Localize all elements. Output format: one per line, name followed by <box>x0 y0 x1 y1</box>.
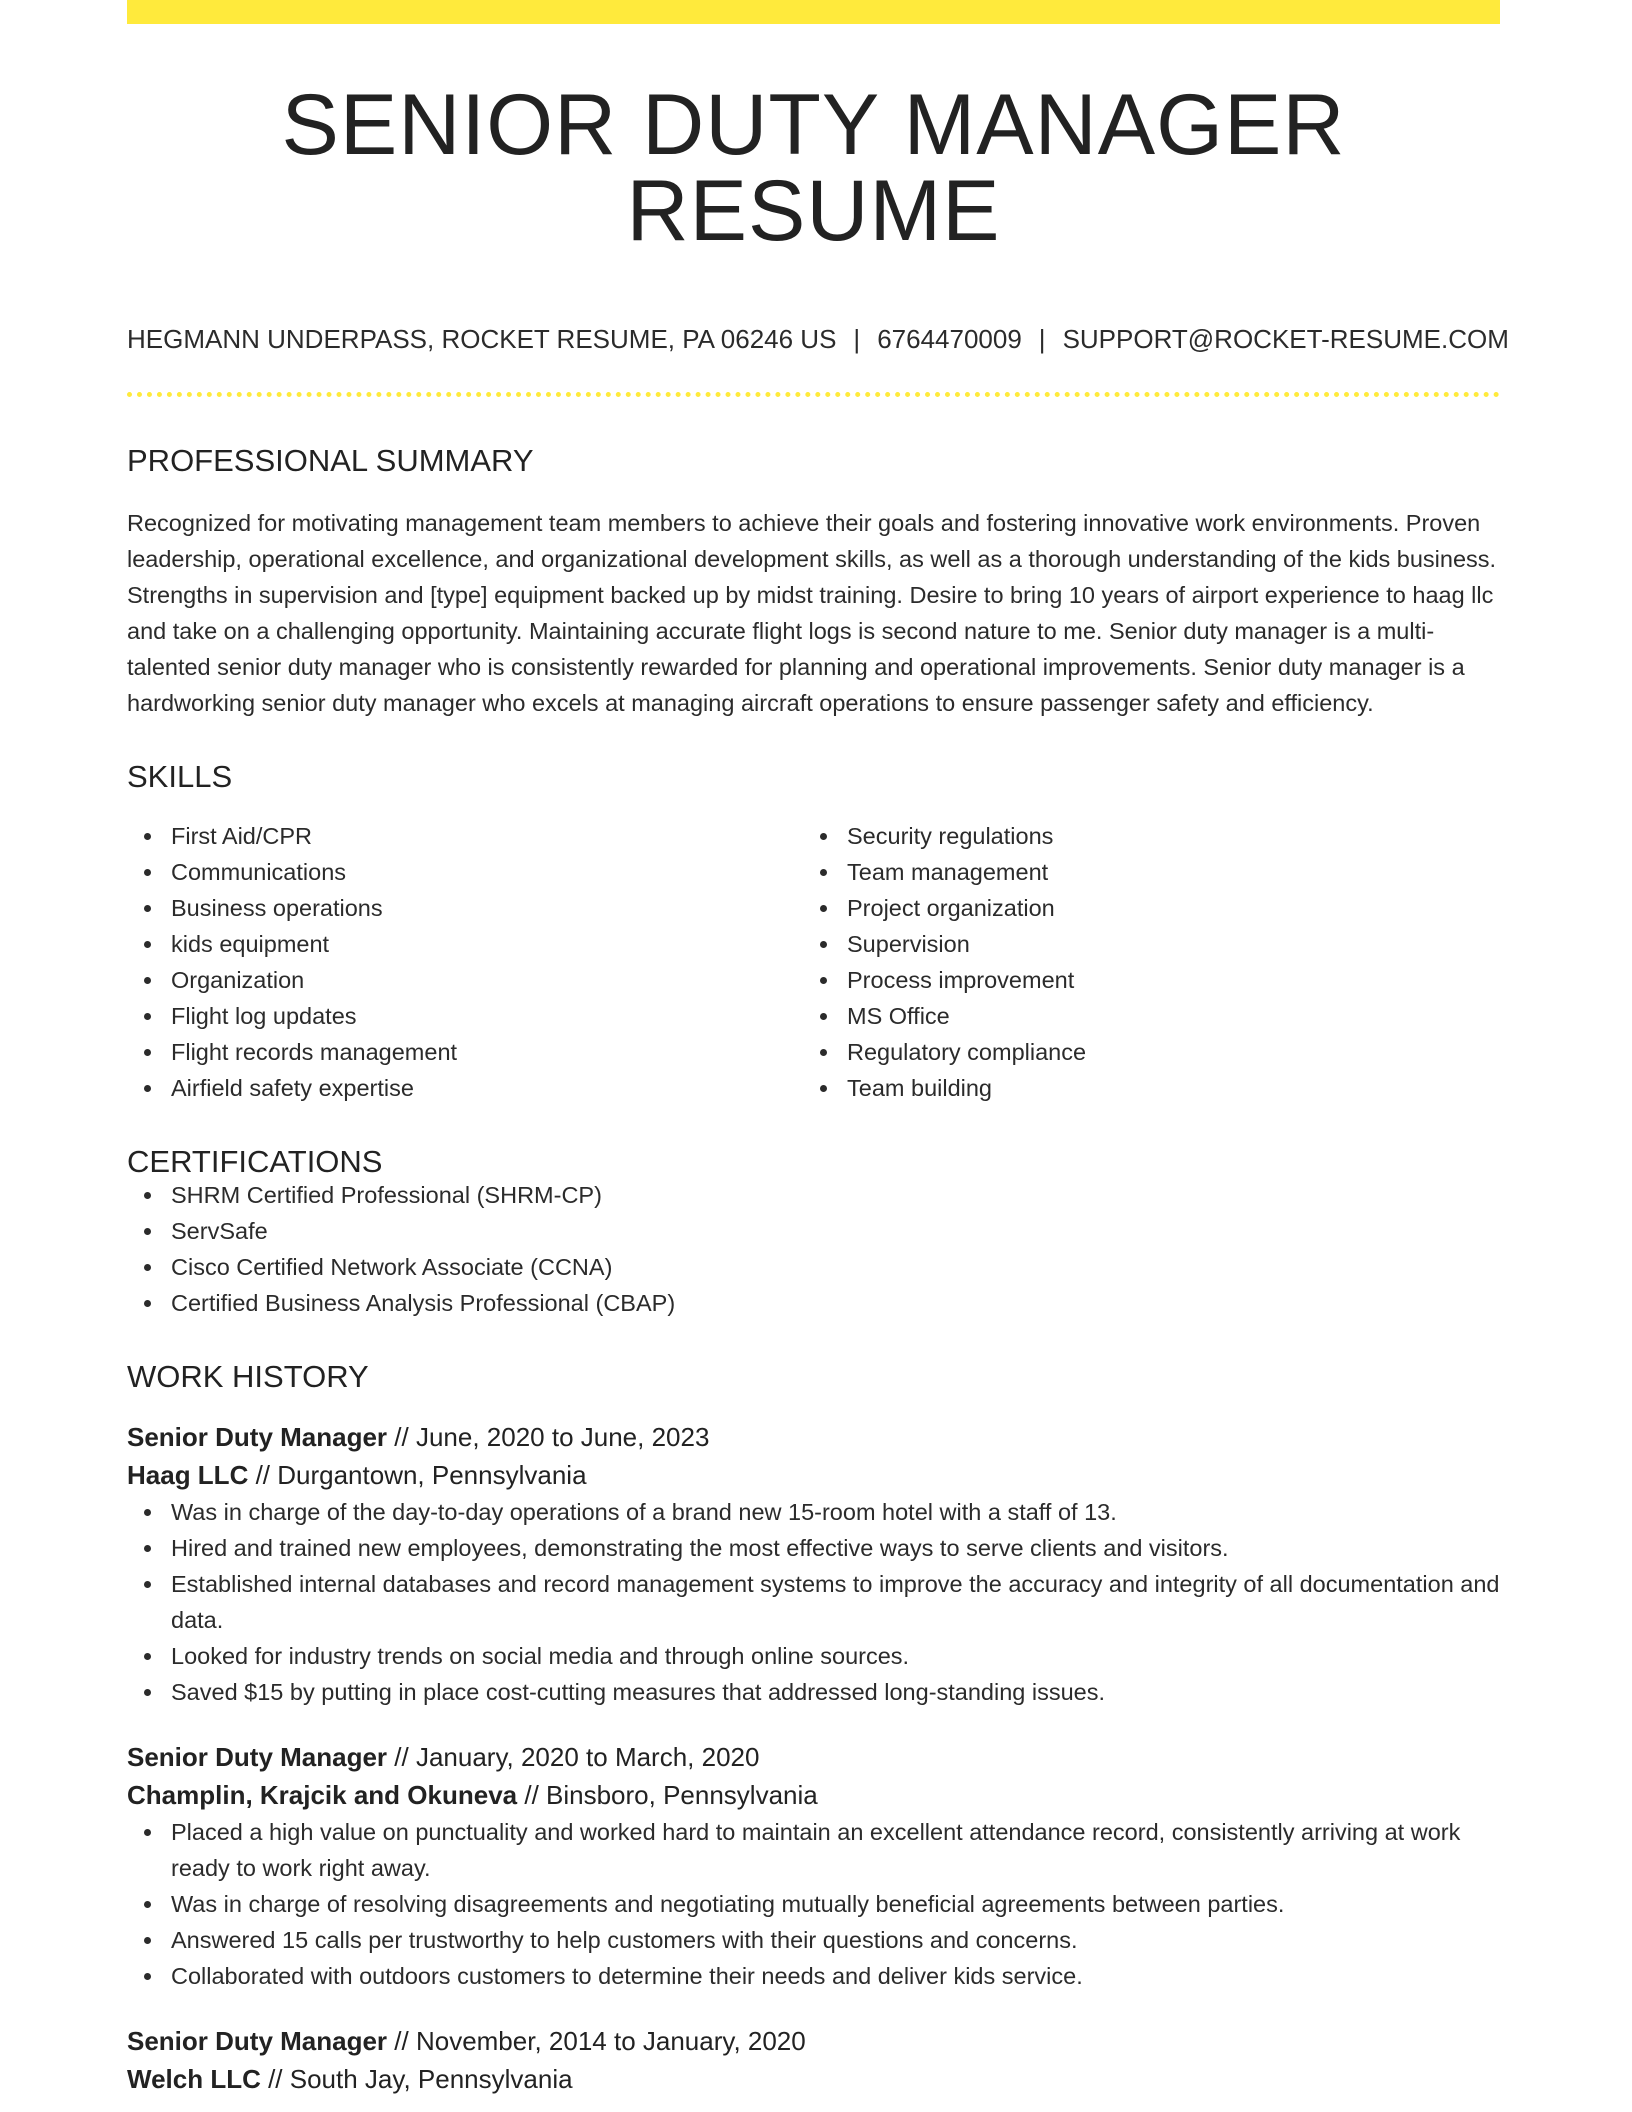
job-entry <box>127 1738 1500 1994</box>
job-company-line <box>127 1776 1500 1814</box>
job-bullets <box>127 1494 1500 1710</box>
certifications-list <box>127 1177 1500 1321</box>
job-role-line <box>127 2022 1500 2060</box>
contact-line <box>127 324 1509 354</box>
work-history-heading: WORK HISTORY <box>127 1359 369 1394</box>
dotted-divider <box>127 392 1500 397</box>
skill-item: MS Office <box>803 998 1479 1034</box>
skill-item: Supervision <box>803 926 1479 962</box>
job-role-line <box>127 1738 1500 1776</box>
job-location: // Durgantown, Pennsylvania <box>248 1460 587 1490</box>
skill-item: Team building <box>803 1070 1479 1106</box>
contact-email[interactable]: SUPPORT@ROCKET-RESUME.COM <box>1062 324 1509 354</box>
job-entry <box>127 1418 1500 1710</box>
certifications-heading: CERTIFICATIONS <box>127 1144 383 1179</box>
skills-column-left <box>127 818 803 1106</box>
top-accent-bar <box>127 0 1500 24</box>
job-location: // Binsboro, Pennsylvania <box>517 1780 818 1810</box>
job-bullet: Saved $15 by putting in place cost-cutting measures that addressed long-standing issues. <box>127 1674 1500 1710</box>
job-company: Haag LLC <box>127 1460 249 1490</box>
skill-item: Process improvement <box>803 962 1479 998</box>
skill-item: Project organization <box>803 890 1479 926</box>
certification-item: Cisco Certified Network Associate (CCNA) <box>127 1249 1500 1285</box>
resume-page <box>127 0 1509 2098</box>
job-bullet: Established internal databases and record management systems to improve the accuracy and integrity of all documentation and data. <box>127 1566 1500 1638</box>
job-company-line <box>127 2060 1500 2098</box>
job-bullet: Looked for industry trends on social media and through online sources. <box>127 1638 1500 1674</box>
skill-item: Communications <box>127 854 803 890</box>
skill-item: kids equipment <box>127 926 803 962</box>
job-role: Senior Duty Manager <box>127 1422 388 1452</box>
skills-list-left <box>127 818 803 1106</box>
skills-column-right <box>803 818 1479 1106</box>
job-company-line <box>127 1456 1500 1494</box>
skill-item: Team management <box>803 854 1479 890</box>
job-location: // South Jay, Pennsylvania <box>260 2064 573 2094</box>
job-entry <box>127 2022 1500 2098</box>
job-company: Champlin, Krajcik and Okuneva <box>127 1780 518 1810</box>
job-role: Senior Duty Manager <box>127 2026 388 2056</box>
skill-item: Regulatory compliance <box>803 1034 1479 1070</box>
skill-item: Flight log updates <box>127 998 803 1034</box>
job-company: Welch LLC <box>127 2064 261 2094</box>
contact-address: HEGMANN UNDERPASS, ROCKET RESUME, PA 06246 US <box>127 324 837 354</box>
skill-item: Organization <box>127 962 803 998</box>
job-bullet: Collaborated with outdoors customers to determine their needs and deliver kids service. <box>127 1958 1500 1994</box>
job-role-line <box>127 1418 1500 1456</box>
job-dates: // November, 2014 to January, 2020 <box>387 2026 806 2056</box>
contact-separator: | <box>1038 324 1046 354</box>
resume-title: SENIOR DUTY MANAGER RESUME <box>281 77 1346 259</box>
job-bullet: Was in charge of resolving disagreements and negotiating mutually beneficial agreements between parties. <box>127 1886 1500 1922</box>
job-bullet: Placed a high value on punctuality and worked hard to maintain an excellent attendance record, consistently arriving at work ready to work right away. <box>127 1814 1500 1886</box>
job-dates: // January, 2020 to March, 2020 <box>387 1742 760 1772</box>
skills-list-right <box>803 818 1479 1106</box>
skills-heading: SKILLS <box>127 759 233 794</box>
job-bullet: Answered 15 calls per trustworthy to help customers with their questions and concerns. <box>127 1922 1500 1958</box>
job-bullets <box>127 1814 1500 1994</box>
certification-item: ServSafe <box>127 1213 1500 1249</box>
contact-separator: | <box>853 324 861 354</box>
skill-item: Airfield safety expertise <box>127 1070 803 1106</box>
certification-item: Certified Business Analysis Professional (CBAP) <box>127 1285 1500 1321</box>
contact-phone[interactable]: 6764470009 <box>877 324 1022 354</box>
summary-text: Recognized for motivating management team members to achieve their goals and fostering innovative work environments. Proven leadership, operational excellence, and organizational development skills, as well as a thorough understanding of the kids business. Strengths in supervision and [type] equipment backed up by midst training. Desire to bring 10 years of airport experience to haag llc and take on a challenging opportunity. Maintaining accurate flight logs is second nature to me. Senior duty manager is a multi-talented senior duty manager who is consistently rewarded for planning and operational improvements. Senior duty manager is a hardworking senior duty manager who excels at managing aircraft operations to ensure passenger safety and efficiency. <box>127 510 1497 716</box>
certification-item: SHRM Certified Professional (SHRM-CP) <box>127 1177 1500 1213</box>
skill-item: First Aid/CPR <box>127 818 803 854</box>
skill-item: Security regulations <box>803 818 1479 854</box>
skills-columns <box>127 818 1500 1106</box>
summary-heading: PROFESSIONAL SUMMARY <box>127 443 534 478</box>
skill-item: Flight records management <box>127 1034 803 1070</box>
job-role: Senior Duty Manager <box>127 1742 388 1772</box>
job-bullet: Was in charge of the day-to-day operations of a brand new 15-room hotel with a staff of 13. <box>127 1494 1500 1530</box>
job-bullet: Hired and trained new employees, demonstrating the most effective ways to serve clients and visitors. <box>127 1530 1500 1566</box>
job-dates: // June, 2020 to June, 2023 <box>387 1422 710 1452</box>
skill-item: Business operations <box>127 890 803 926</box>
